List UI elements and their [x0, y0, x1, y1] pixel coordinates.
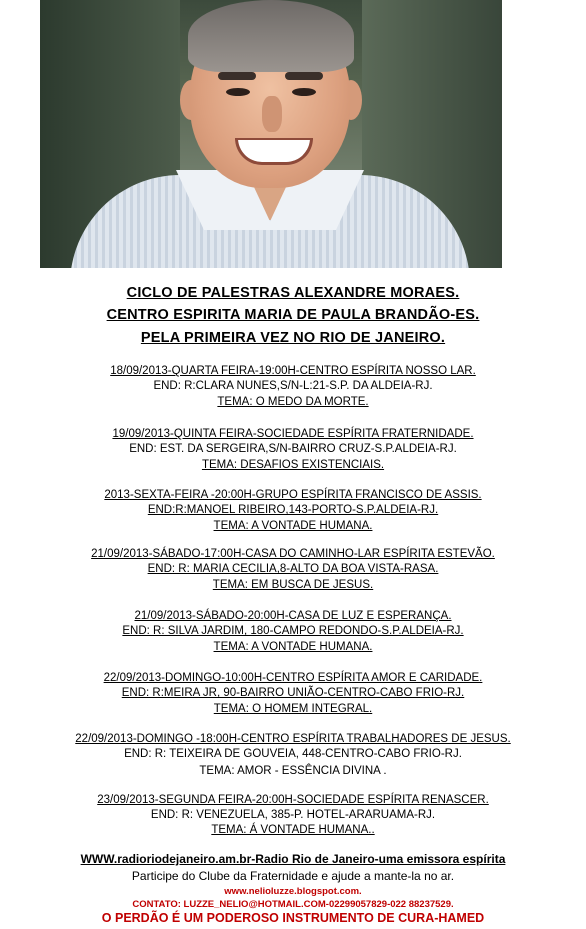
event-5-address: END: R: SILVA JARDIM, 180-CAMPO REDONDO-S.P.ALDEIA-RJ.: [122, 625, 464, 637]
radio-website-link[interactable]: WWW.radioriodejaneiro.am.br-Radio Rio de Janeiro-uma emissora espírita: [80, 852, 506, 866]
event-2-address: END: EST. DA SERGEIRA,S/N-BAIRRO CRUZ-S.P.ALDEIA-RJ.: [129, 443, 457, 455]
event-8-line-1: 23/09/2013-SEGUNDA FEIRA-20:00H-SOCIEDADE ESPÍRITA RENASCER.: [97, 794, 489, 806]
event-3-theme: TEMA: A VONTADE HUMANA.: [213, 520, 373, 532]
title-line-2: CENTRO ESPIRITA MARIA DE PAULA BRANDÃO-ES.: [106, 307, 480, 323]
closing-quote: O PERDÃO É UM PODEROSO INSTRUMENTO DE CURA-HAMED: [101, 911, 485, 925]
event-2-theme: TEMA: DESAFIOS EXISTENCIAIS.: [201, 459, 385, 471]
event-6-address: END: R:MEIRA JR, 90-BAIRRO UNIÃO-CENTRO-CABO FRIO-RJ.: [121, 687, 465, 699]
event-7-theme: TEMA: AMOR - ESSÊNCIA DIVINA .: [199, 765, 387, 777]
event-3-address: END:R:MANOEL RIBEIRO,143-PORTO-S.P.ALDEIA-RJ.: [147, 504, 439, 516]
speaker-photo: [40, 0, 502, 268]
event-1-line-1: 18/09/2013-QUARTA FEIRA-19:00H-CENTRO ESPÍRITA NOSSO LAR.: [110, 365, 476, 377]
event-4-line-1: 21/09/2013-SÁBADO-17:00H-CASA DO CAMINHO-LAR ESPÍRITA ESTEVÃO.: [91, 548, 495, 560]
title-line-3: PELA PRIMEIRA VEZ NO RIO DE JANEIRO.: [140, 330, 446, 346]
event-5-line-1: 21/09/2013-SÁBADO-20:00H-CASA DE LUZ E ESPERANÇA.: [134, 610, 452, 622]
event-2-line-1: 19/09/2013-QUINTA FEIRA-SOCIEDADE ESPÍRITA FRATERNIDADE.: [112, 428, 474, 440]
event-5-theme: TEMA: A VONTADE HUMANA.: [213, 641, 373, 653]
event-3-line-1: 2013-SEXTA-FEIRA -20:00H-GRUPO ESPÍRITA FRANCISCO DE ASSIS.: [104, 489, 482, 501]
event-1-address: END: R:CLARA NUNES,S/N-L:21-S.P. DA ALDEIA-RJ.: [153, 380, 433, 392]
event-4-address: END: R: MARIA CECILIA,8-ALTO DA BOA VISTA-RASA.: [147, 563, 439, 575]
event-6-theme: TEMA: O HOMEM INTEGRAL.: [213, 703, 373, 715]
event-8-theme: TEMA: Á VONTADE HUMANA..: [211, 824, 375, 836]
contact-info: CONTATO: LUZZE_NELIO@HOTMAIL.COM-02299057829-022 88237529.: [132, 899, 454, 910]
event-7-address: END: R: TEIXEIRA DE GOUVEIA, 448-CENTRO-CABO FRIO-RJ.: [124, 748, 462, 760]
title-line-1: CICLO DE PALESTRAS ALEXANDRE MORAES.: [126, 285, 460, 301]
event-6-line-1: 22/09/2013-DOMINGO-10:00H-CENTRO ESPÍRITA AMOR E CARIDADE.: [103, 672, 483, 684]
event-4-theme: TEMA: EM BUSCA DE JESUS.: [212, 579, 374, 591]
blog-link[interactable]: www.nelioluzze.blogspot.com.: [224, 886, 362, 897]
club-invitation: Participe do Clube da Fraternidade e ajude a mante-la no ar.: [131, 869, 455, 883]
event-1-theme: TEMA: O MEDO DA MORTE.: [217, 396, 369, 408]
event-7-line-1: 22/09/2013-DOMINGO -18:00H-CENTRO ESPÍRITA TRABALHADORES DE JESUS.: [75, 733, 511, 745]
event-8-address: END: R: VENEZUELA, 385-P. HOTEL-ARARUAMA-RJ.: [150, 809, 436, 821]
